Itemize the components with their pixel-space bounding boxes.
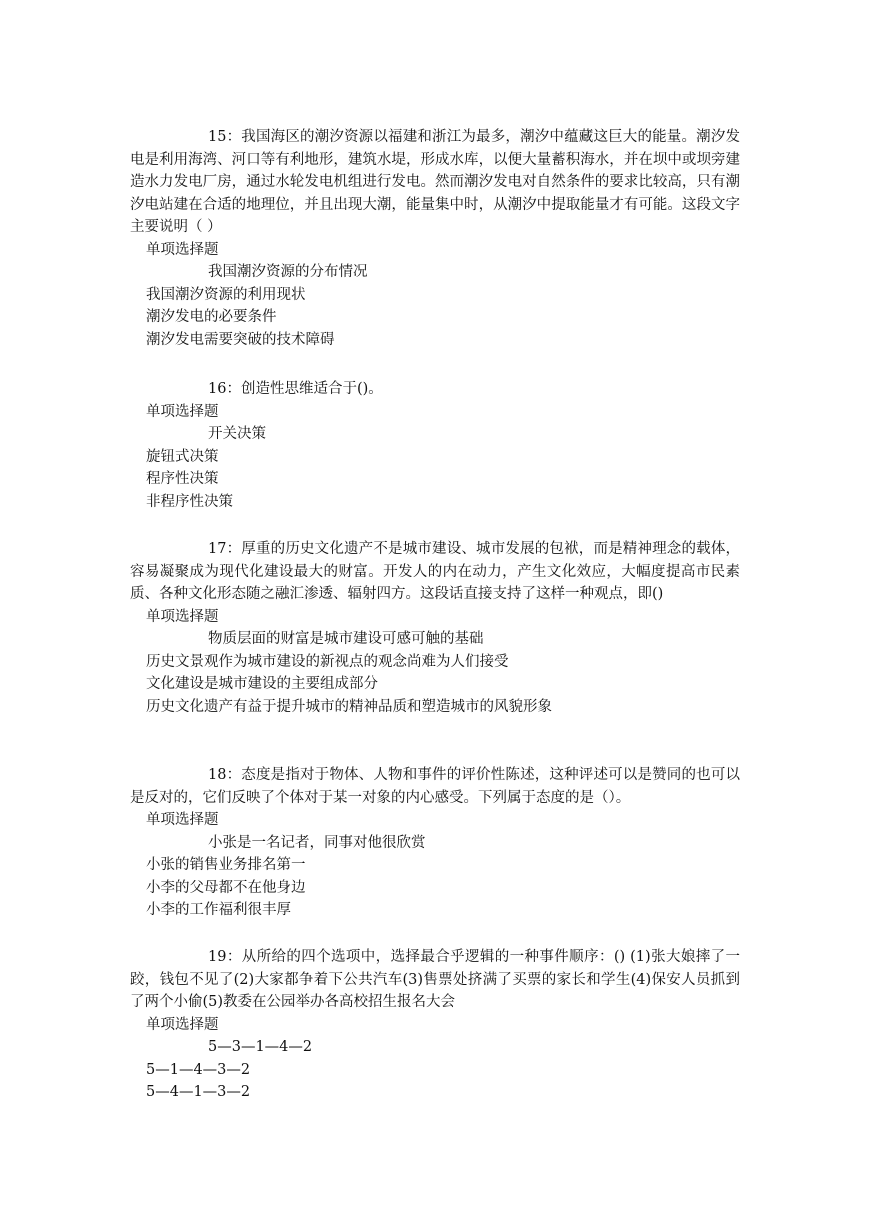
question-type: 单项选择题 <box>146 241 219 258</box>
option-b[interactable]: 小张的销售业务排名第一 <box>146 857 306 873</box>
option-c[interactable]: 程序性决策 <box>146 471 219 487</box>
option-a[interactable]: 5—3—1—4—2 <box>208 1039 313 1055</box>
option-d[interactable]: 非程序性决策 <box>146 493 233 510</box>
question-type: 单项选择题 <box>146 812 219 828</box>
question-type: 单项选择题 <box>146 608 219 625</box>
question-stem: 17：厚重的历史文化遗产不是城市建设、城市发展的包袱，而是精神理念的载体，容易凝聚成为现代化建设最大的财富。开发人的内在动力，产生文化效应，大幅度提高市民素质、各种文化形态随之融汇渗透、辐射四方。这段话直接支持了这样一种观点，即() <box>130 541 740 602</box>
option-a[interactable]: 小张是一名记者，同事对他很欣赏 <box>208 834 426 851</box>
question-stem: 19：从所给的四个选项中，选择最合乎逻辑的一种事件顺序：() (1)张大娘摔了一跤，钱包不见了(2)大家都争着下公共汽车(3)售票处挤满了买票的家长和学生(4)保安人员抓到了两个小偷(5)教委在公园举办各高校招生报名大会 <box>130 949 740 1010</box>
question-17 <box>130 538 740 718</box>
option-d[interactable]: 历史文化遗产有益于提升城市的精神品质和塑造城市的风貌形象 <box>146 698 552 715</box>
question-stem: 15：我国海区的潮汐资源以福建和浙江为最多，潮汐中蕴藏这巨大的能量。潮汐发电是利用海湾、河口等有利地形，建筑水堤，形成水库，以便大量蓄积海水，并在坝中或坝旁建造水力发电厂房，通过水轮发电机组进行发电。然而潮汐发电对自然条件的要求比较高，只有潮汐电站建在合适的地理位，并且出现大潮，能量集中时，从潮汐中提取能量才有可能。这段文字主要说明（ ） <box>130 129 740 235</box>
option-a[interactable]: 我国潮汐资源的分布情况 <box>208 264 368 280</box>
option-c[interactable]: 小李的父母都不在他身边 <box>146 879 306 896</box>
question-15 <box>130 126 740 351</box>
question-18 <box>130 764 740 922</box>
option-b[interactable]: 旋钮式决策 <box>146 448 219 465</box>
question-stem: 18：态度是指对于物体、人物和事件的评价性陈述，这种评述可以是赞同的也可以是反对的，它们反映了个体对于某一对象的内心感受。下列属于态度的是（）。 <box>130 767 740 806</box>
option-d[interactable]: 潮汐发电需要突破的技术障碍 <box>146 331 335 348</box>
question-type: 单项选择题 <box>146 1016 219 1033</box>
option-c[interactable]: 潮汐发电的必要条件 <box>146 309 277 325</box>
question-19 <box>130 946 740 1104</box>
question-16 <box>130 378 740 513</box>
option-b[interactable]: 5—1—4—3—2 <box>146 1061 251 1078</box>
question-type: 单项选择题 <box>146 403 219 420</box>
option-a[interactable]: 物质层面的财富是城市建设可感可触的基础 <box>208 631 484 647</box>
option-b[interactable]: 我国潮汐资源的利用现状 <box>146 286 306 303</box>
option-a[interactable]: 开关决策 <box>208 426 266 442</box>
option-d[interactable]: 小李的工作福利很丰厚 <box>146 902 291 918</box>
option-b[interactable]: 历史文景观作为城市建设的新视点的观念尚难为人们接受 <box>146 653 509 670</box>
option-c[interactable]: 5—4—1—3—2 <box>146 1084 251 1100</box>
question-stem: 16：创造性思维适合于()。 <box>208 381 383 397</box>
option-c[interactable]: 文化建设是城市建设的主要组成部分 <box>146 676 378 692</box>
